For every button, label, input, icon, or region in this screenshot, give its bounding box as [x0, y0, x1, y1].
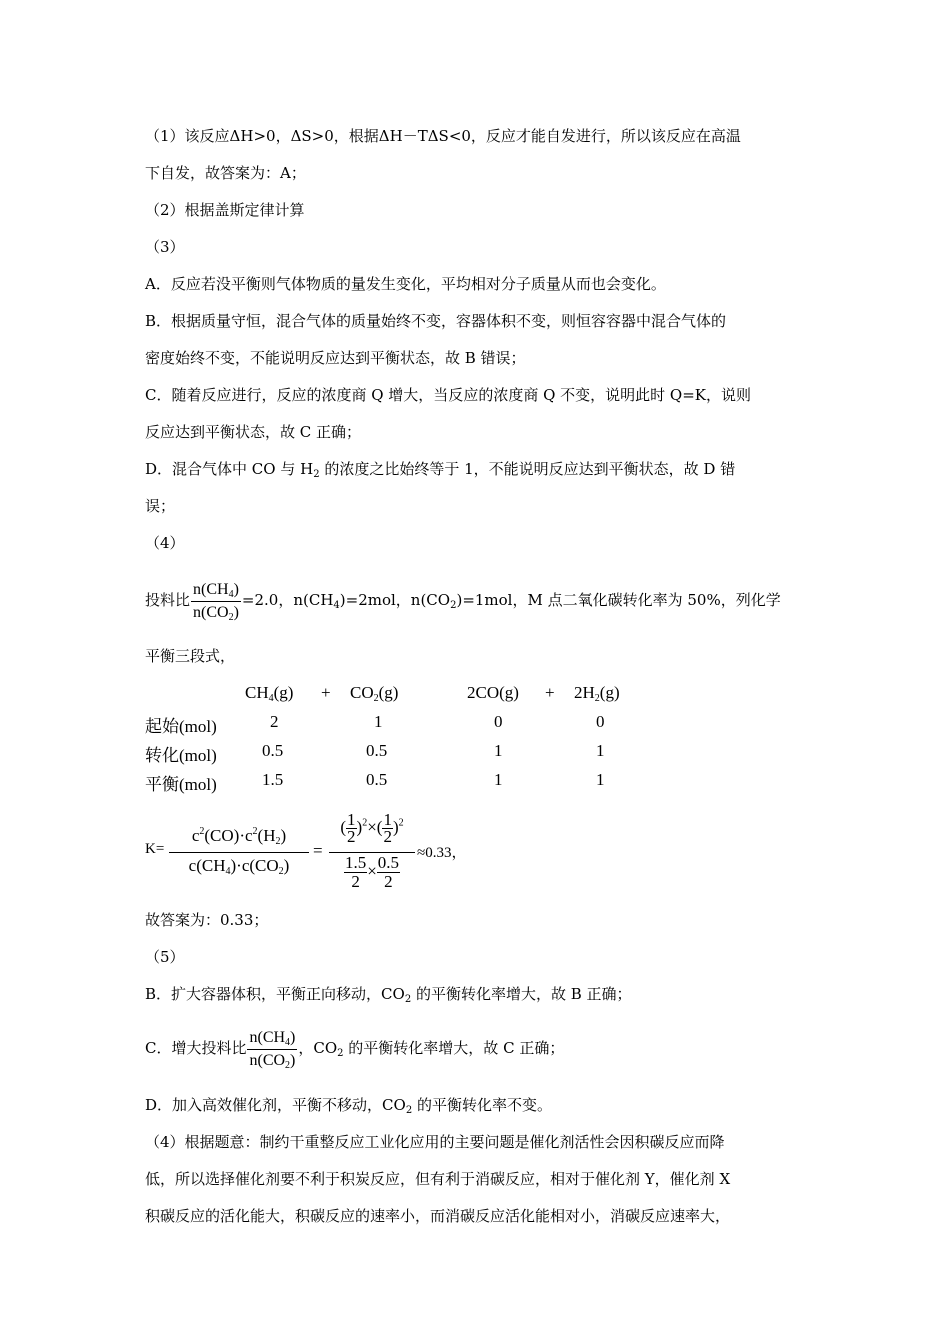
text-line — [145, 984, 632, 1004]
text-segment: 的平衡转化率增大，故 C 正确； — [343, 1039, 565, 1057]
ratio-fraction: $\frac{n(CH_4)}{n(CO_2)}$ — [249, 1028, 296, 1071]
text-line — [145, 1026, 564, 1072]
table-cell: 1 — [494, 770, 503, 789]
text-line: 密度始终不变，不能说明反应达到平衡状态，故 B 错误； — [145, 349, 526, 367]
row-label: 转化(mol) — [145, 746, 217, 765]
k-prefix: K= — [145, 841, 165, 857]
text-line: （4）根据题意：制约干重整反应工业化应用的主要问题是催化剂活性会因积碳反应而降 — [145, 1133, 725, 1151]
text-line — [145, 1095, 552, 1115]
text-segment: 的平衡转化率增大，故 B 正确； — [411, 985, 632, 1003]
subscript: 2 — [337, 1048, 344, 1059]
text-segment: )=1mol，M 点二氧化碳转化率为 50%，列化学 — [456, 591, 781, 609]
text-line: （3） — [145, 238, 185, 256]
subscript: 4 — [285, 1036, 291, 1048]
denominator: n(CO — [193, 603, 229, 621]
fraction-bar — [329, 852, 415, 853]
table-cell: 0.5 — [366, 770, 388, 789]
table-cell: 1 — [596, 741, 605, 760]
text-segment: D．混合气体中 CO 与 H — [145, 460, 314, 478]
text-line — [145, 459, 735, 479]
substituted-numerator: ( $\frac{1}{2}$ )$^2$×( $\frac{1}{2}$ )$^2$ — [340, 810, 404, 846]
text-line: B．根据质量守恒，混合气体的质量始终不变，容器体积不变，则恒容容器中混合气体的 — [145, 312, 727, 330]
subscript: 4 — [333, 600, 340, 611]
text-segment: =2.0，n(CH — [241, 591, 334, 609]
k-result: ≈0.33， — [417, 845, 467, 861]
text-line: 积碳反应的活化能大，积碳反应的速率小，而消碳反应活化能相对小，消碳反应速率大， — [145, 1207, 731, 1225]
fraction-bar — [169, 852, 309, 853]
table-cell: 0.5 — [262, 741, 284, 760]
text-segment: B．扩大容器体积，平衡正向移动，CO — [145, 985, 405, 1003]
table-cell: 1 — [596, 770, 605, 789]
text-line: （1）该反应ΔH>0，ΔS>0，根据ΔH－TΔS<0，反应才能自发进行，所以该反应在高温 — [145, 127, 741, 145]
text-line: （4） — [145, 534, 185, 552]
table-cell: 2 — [270, 712, 279, 731]
numerator: n(CH — [193, 580, 229, 598]
k-numerator: $c^2(CO)\cdot c^2(H_2)$ — [191, 826, 287, 847]
header-h2: $2H_2(g)$ — [574, 683, 620, 704]
table-cell: 1 — [494, 741, 503, 760]
table-cell: 0 — [494, 712, 503, 731]
header-co: 2CO(g) — [467, 683, 519, 702]
header-ch4: $CH_4(g)$ — [245, 683, 294, 704]
k-denominator: $c(CH_4)\cdot c(CO_2)$ — [188, 856, 290, 877]
text-line: C．随着反应进行，反应的浓度商 Q 增大，当反应的浓度商 Q 不变，说明此时 Q=K，说则 — [145, 386, 751, 404]
text-line: （2）根据盖斯定律计算 — [145, 201, 305, 219]
text-segment: D．加入高效催化剂，平衡不移动，CO — [145, 1096, 406, 1114]
text-line: （5） — [145, 948, 185, 966]
numerator: n(CH — [249, 1028, 286, 1046]
table-cell: 1 — [374, 712, 383, 731]
substituted-denominator: $\frac{1.5}{2}$ × $\frac{0.5}{2}$ — [344, 853, 400, 891]
text-segment: 投料比 — [145, 591, 191, 609]
text-line: 平衡三段式， — [145, 647, 236, 665]
subscript: 2 — [285, 1059, 291, 1071]
row-label: 平衡(mol) — [145, 775, 217, 794]
text-segment: ，CO — [298, 1039, 338, 1057]
table-cell: 1.5 — [262, 770, 284, 789]
text-line: A．反应若没平衡则气体物质的量发生变化，平均相对分子质量从而也会变化。 — [145, 275, 666, 293]
text-line: 故答案为：0.33； — [145, 911, 269, 929]
text-segment: 的浓度之比始终等于 1，不能说明反应达到平衡状态，故 D 错 — [319, 460, 736, 478]
text-line: 下自发，故答案为：A； — [145, 164, 306, 182]
table-cell: 0 — [596, 712, 605, 731]
feed-ratio-line — [145, 578, 781, 624]
subscript: 2 — [405, 1105, 413, 1116]
text-line: 反应达到平衡状态，故 C 正确； — [145, 423, 362, 441]
subscript: 2 — [228, 611, 234, 623]
text-segment: 的平衡转化率不变。 — [412, 1096, 552, 1114]
denominator: n(CO — [249, 1051, 286, 1069]
text-line: 误； — [145, 497, 176, 515]
text-line: 低，所以选择催化剂要不利于积炭反应，但有利于消碳反应，相对于催化剂 Y，催化剂 X — [145, 1170, 731, 1188]
header-co2: $CO_2(g)$ — [350, 683, 399, 704]
text-segment: )=2mol，n(CO — [339, 591, 451, 609]
table-cell: 0.5 — [366, 741, 388, 760]
subscript: 2 — [313, 469, 320, 480]
equals-sign: = — [313, 841, 323, 860]
subscript: 4 — [228, 588, 234, 600]
text-segment: C．增大投料比 — [145, 1039, 247, 1057]
subscript: 2 — [404, 994, 412, 1005]
ratio-fraction: $\frac{n(CH_4)}{n(CO_2)}$ — [193, 580, 239, 623]
row-label: 起始(mol) — [145, 717, 217, 736]
header-plus: + — [545, 683, 555, 702]
header-plus: + — [321, 683, 331, 702]
subscript: 2 — [450, 600, 457, 611]
